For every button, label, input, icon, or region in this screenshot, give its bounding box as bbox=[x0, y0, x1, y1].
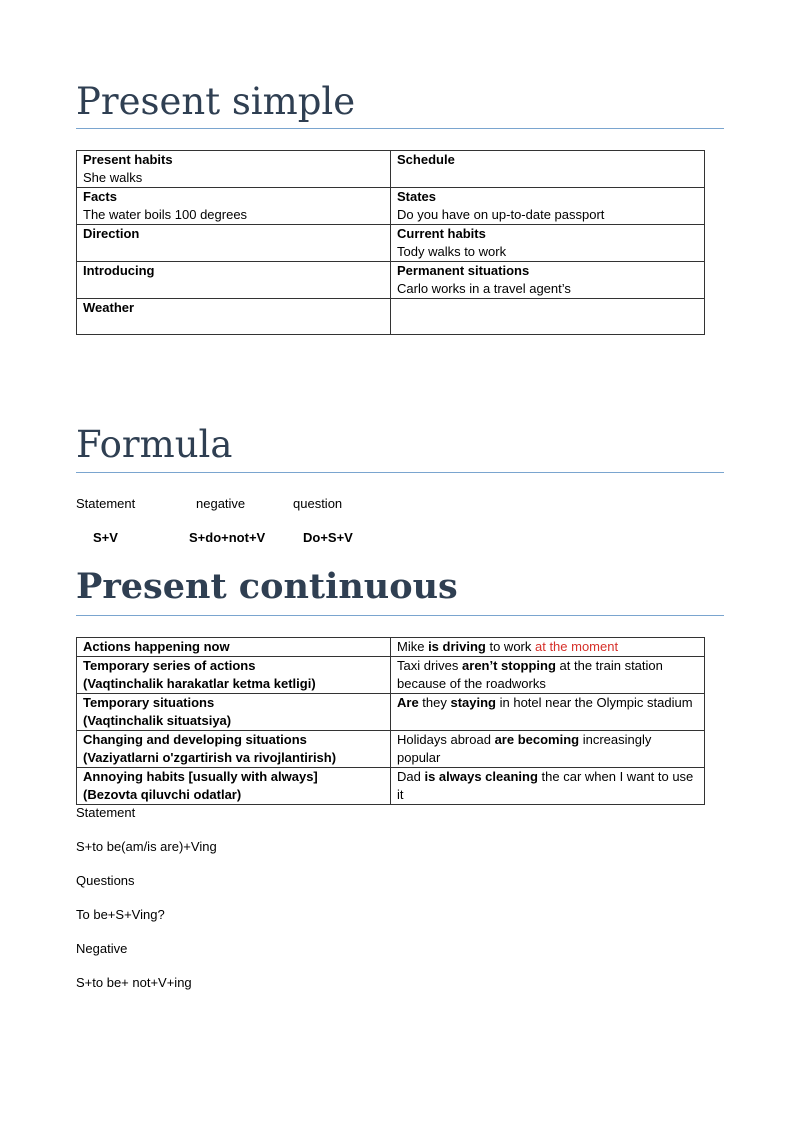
cell-heading: Facts bbox=[83, 189, 117, 204]
heading-rule bbox=[76, 128, 724, 129]
table-cell bbox=[77, 299, 391, 335]
example-text: Dad bbox=[397, 769, 425, 784]
cell-heading: Present habits bbox=[83, 152, 173, 167]
cell-translation: (Vaziyatlarni o'zgartirish va rivojlantirish) bbox=[83, 750, 337, 765]
example-text: is always cleaning bbox=[424, 769, 538, 784]
example-text: is driving bbox=[428, 639, 486, 654]
cell-text: The water boils 100 degrees bbox=[83, 207, 248, 222]
example-text: the car when I want to use it bbox=[397, 769, 694, 802]
formula-statement: S+V bbox=[93, 530, 118, 545]
cell-translation: (Bezovta qiluvchi odatlar) bbox=[83, 787, 242, 802]
table-cell bbox=[77, 262, 391, 299]
table-cell-use bbox=[77, 731, 391, 768]
table-cell bbox=[391, 225, 705, 262]
table-cell bbox=[391, 262, 705, 299]
table-cell-use bbox=[77, 694, 391, 731]
table-row bbox=[77, 299, 705, 335]
example-text: Taxi drives bbox=[397, 658, 463, 673]
label-question: question bbox=[293, 496, 343, 511]
table-row bbox=[77, 768, 705, 805]
table-cell-example bbox=[391, 657, 705, 694]
table-cell bbox=[77, 151, 391, 188]
heading-rule bbox=[76, 472, 724, 473]
table-row bbox=[77, 225, 705, 262]
cell-heading: Introducing bbox=[83, 263, 155, 278]
example-text: in hotel near the Olympic stadium bbox=[496, 695, 693, 710]
cell-heading: Schedule bbox=[397, 152, 455, 167]
note-questions-label: Questions bbox=[76, 873, 135, 888]
note-negative-label: Negative bbox=[76, 941, 128, 956]
note-statement-label: Statement bbox=[76, 805, 136, 820]
note-negative-formula: S+to be+ not+V+ing bbox=[76, 975, 192, 990]
table-cell-example bbox=[391, 638, 705, 657]
table-cell-use bbox=[77, 638, 391, 657]
table-cell bbox=[391, 151, 705, 188]
heading-present-continuous: Present continuous bbox=[76, 566, 458, 607]
table-row bbox=[77, 262, 705, 299]
table-row bbox=[77, 657, 705, 694]
table-cell bbox=[77, 225, 391, 262]
example-text: Mike bbox=[397, 639, 429, 654]
cell-translation: (Vaqtinchalik harakatlar ketma ketligi) bbox=[83, 676, 316, 691]
cell-text: Tody walks to work bbox=[397, 244, 507, 259]
heading-formula: Formula bbox=[76, 423, 233, 466]
table-cell-example bbox=[391, 731, 705, 768]
table-row bbox=[77, 694, 705, 731]
heading-present-simple: Present simple bbox=[76, 80, 356, 123]
note-statement-formula: S+to be(am/is are)+Ving bbox=[76, 839, 217, 854]
table-row bbox=[77, 731, 705, 768]
table-row bbox=[77, 151, 705, 188]
example-text: increasingly popular bbox=[397, 732, 652, 765]
example-text: at the moment bbox=[534, 639, 619, 654]
cell-heading: Temporary series of actions bbox=[83, 658, 256, 673]
formula-negative: S+do+not+V bbox=[189, 530, 266, 545]
table-cell bbox=[391, 188, 705, 225]
cell-heading: States bbox=[397, 189, 437, 204]
table-cell bbox=[391, 299, 705, 335]
example-text: Holidays abroad bbox=[397, 732, 495, 747]
label-negative: negative bbox=[196, 496, 246, 511]
table-cell-example bbox=[391, 694, 705, 731]
cell-translation: (Vaqtinchalik situatsiya) bbox=[83, 713, 232, 728]
table-cell bbox=[77, 188, 391, 225]
example-text: are becoming bbox=[494, 732, 580, 747]
cell-heading: Actions happening now bbox=[83, 639, 230, 654]
cell-heading: Weather bbox=[83, 300, 135, 315]
example-text: they bbox=[418, 695, 451, 710]
cell-heading: Annoying habits [usually with always] bbox=[83, 769, 318, 784]
formula-question: Do+S+V bbox=[303, 530, 353, 545]
cell-heading: Changing and developing situations bbox=[83, 732, 307, 747]
example-text: staying bbox=[450, 695, 496, 710]
present-continuous-table bbox=[76, 637, 705, 805]
table-cell-use bbox=[77, 657, 391, 694]
cell-text: She walks bbox=[83, 170, 143, 185]
note-questions-formula: To be+S+Ving? bbox=[76, 907, 165, 922]
cell-heading: Temporary situations bbox=[83, 695, 215, 710]
heading-rule bbox=[76, 615, 724, 616]
cell-heading: Permanent situations bbox=[397, 263, 530, 278]
cell-heading: Direction bbox=[83, 226, 140, 241]
example-text: aren’t stopping bbox=[462, 658, 556, 673]
table-cell-example bbox=[391, 768, 705, 805]
cell-heading: Current habits bbox=[397, 226, 486, 241]
cell-text: Carlo works in a travel agent’s bbox=[397, 281, 571, 296]
present-simple-table bbox=[76, 150, 705, 335]
example-text: to work bbox=[485, 639, 535, 654]
table-row bbox=[77, 188, 705, 225]
example-text: Are bbox=[397, 695, 419, 710]
table-row bbox=[77, 638, 705, 657]
example-text: at the train station because of the roadworks bbox=[397, 658, 663, 691]
label-statement: Statement bbox=[76, 496, 136, 511]
cell-text: Do you have on up-to-date passport bbox=[397, 207, 605, 222]
table-cell-use bbox=[77, 768, 391, 805]
